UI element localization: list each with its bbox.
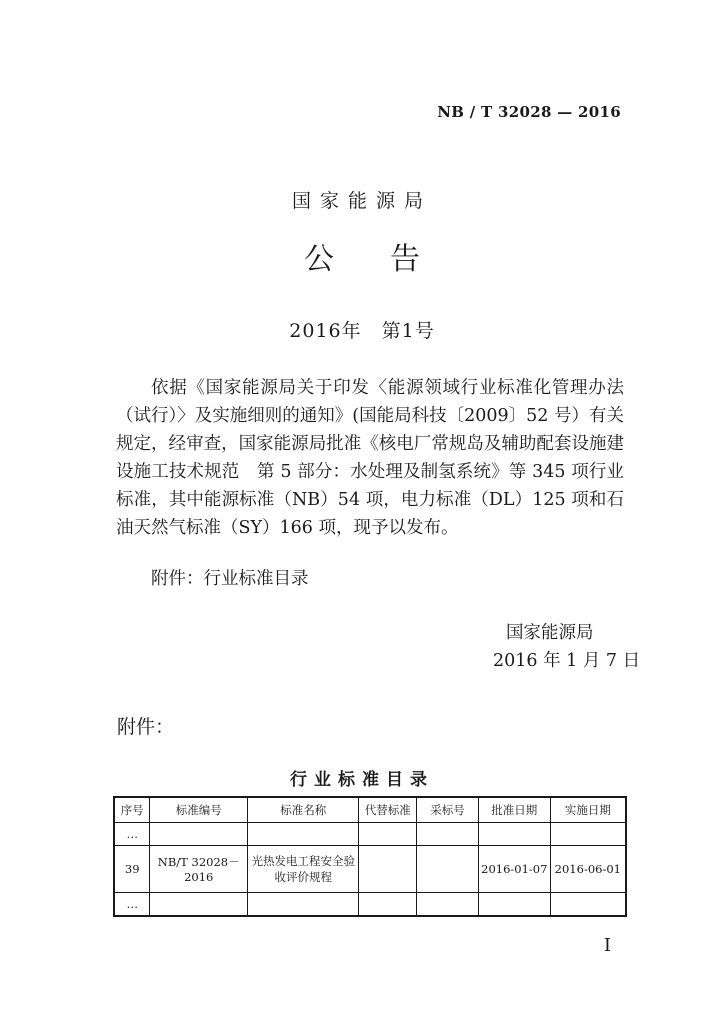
column-header: 采标号	[417, 797, 479, 823]
table-cell	[478, 893, 550, 917]
agency-title: 国家能源局	[291, 190, 432, 212]
table-cell	[248, 823, 359, 846]
table-cell: 39	[114, 846, 150, 893]
standard-code: NB / T 32028 — 2016	[437, 103, 621, 121]
table-cell	[417, 823, 479, 846]
table-cell	[359, 823, 417, 846]
table-title: 行业标准目录	[290, 770, 434, 790]
table-cell	[550, 823, 626, 846]
table-header-row	[114, 797, 626, 823]
standards-table	[113, 796, 627, 917]
table-row	[114, 893, 626, 917]
table-cell	[417, 846, 479, 893]
notice-body: 依据《国家能源局关于印发〈能源领域行业标准化管理办法（试行）〉及实施细则的通知》(国能局科技〔2009〕52 号）有关规定，经审查，国家能源局批准《核电厂常规岛及辅助配套设施建设施工技术规范 第 5 部分：水处理及制氢系统》等 345 项行业标准，其中能源标准（NB）54 项，电力标准（DL）125 项和石油天然气标准（SY）166 项，现予以发布。	[116, 378, 624, 538]
page-number: I	[603, 935, 611, 956]
notice-number: 2016年 第1号	[289, 320, 435, 342]
column-header: 序号	[114, 797, 150, 823]
table-cell: 2016-06-01	[550, 846, 626, 893]
column-header: 代替标准	[359, 797, 417, 823]
attachment-heading: 附件：	[117, 716, 175, 738]
table-cell: 光热发电工程安全验收评价规程	[248, 846, 359, 893]
table-cell	[478, 823, 550, 846]
column-header: 标准编号	[150, 797, 248, 823]
signature-org: 国家能源局	[506, 623, 594, 643]
table-cell: NB/T 32028－2016	[150, 846, 248, 893]
table-cell	[248, 893, 359, 917]
table-row	[114, 823, 626, 846]
table-cell	[359, 846, 417, 893]
table-row	[114, 846, 626, 893]
table-cell	[550, 893, 626, 917]
column-header: 批准日期	[478, 797, 550, 823]
column-header: 标准名称	[248, 797, 359, 823]
table-cell	[417, 893, 479, 917]
table-cell	[150, 823, 248, 846]
table-cell: …	[114, 823, 150, 846]
attachment-note: 附件：行业标准目录	[151, 569, 309, 589]
table-cell: 2016-01-07	[478, 846, 550, 893]
table-cell: …	[114, 893, 150, 917]
table-cell	[359, 893, 417, 917]
signature-date: 2016 年 1 月 7 日	[493, 651, 641, 671]
notice-title: 公告	[304, 242, 476, 277]
table-cell	[150, 893, 248, 917]
column-header: 实施日期	[550, 797, 626, 823]
